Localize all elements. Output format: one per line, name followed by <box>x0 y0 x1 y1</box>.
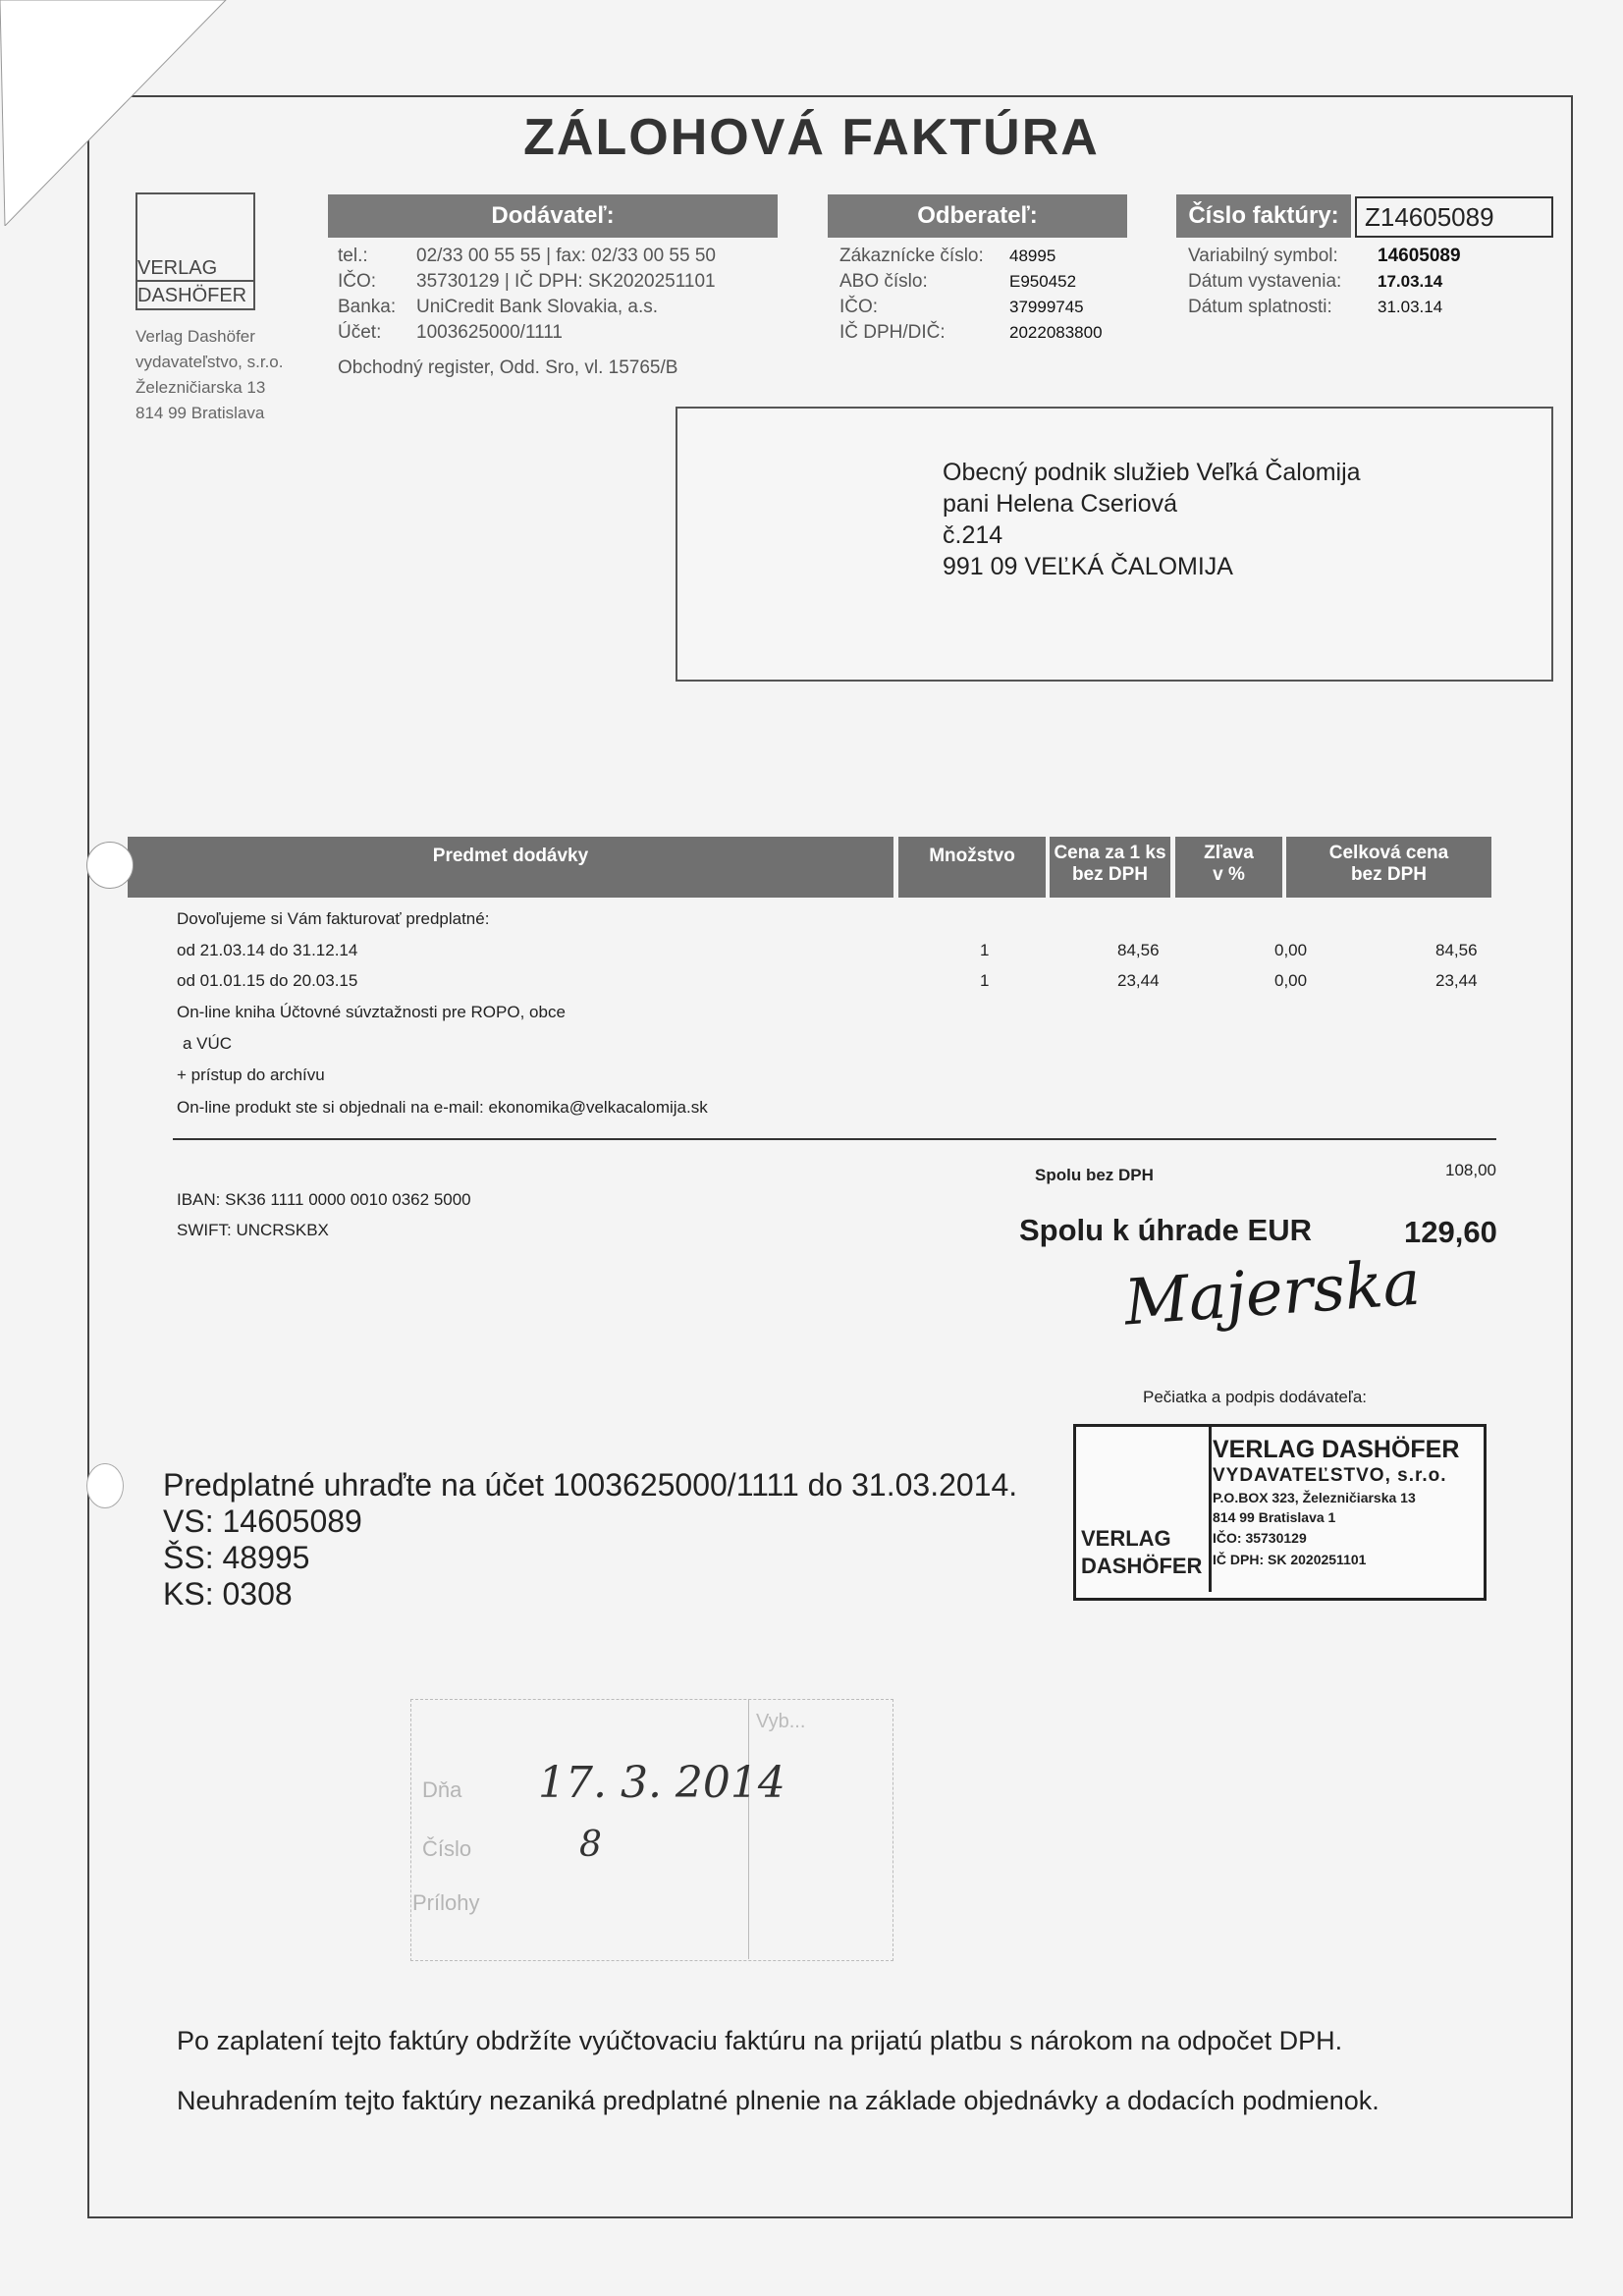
bank-value: UniCredit Bank Slovakia, a.s. <box>416 297 659 317</box>
registry-number: 8 <box>579 1825 602 1865</box>
total-label: Spolu k úhrade EUR <box>1019 1213 1312 1247</box>
customer-no-label: Zákaznícke číslo: <box>839 246 984 266</box>
stamp-line-5: IČO: 35730129 <box>1213 1530 1307 1546</box>
due-label: Dátum splatnosti: <box>1188 297 1332 317</box>
payment-instructions <box>163 1467 1017 1613</box>
supplier-register: Obchodný register, Odd. Sro, vl. 15765/B <box>338 357 678 378</box>
col-qty: Množstvo <box>898 837 1046 898</box>
abo-value: E950452 <box>1009 272 1077 291</box>
row-1-discount: 0,00 <box>1274 941 1308 959</box>
row-2-price: 23,44 <box>1117 971 1160 990</box>
account-label: Účet: <box>338 322 382 343</box>
iban: IBAN: SK36 1111 0000 0010 0362 5000 <box>177 1190 471 1209</box>
stamp-line-2: VYDAVATEĽSTVO, s.r.o. <box>1213 1465 1447 1486</box>
payment-vs: VS: 14605089 <box>163 1503 362 1539</box>
registry-number-label: Číslo <box>422 1836 472 1861</box>
row-1-total: 84,56 <box>1435 941 1478 959</box>
col-total <box>1286 837 1491 898</box>
invoice-number-header: Číslo faktúry: <box>1176 194 1351 238</box>
col-price-line1: Cena za 1 ks <box>1054 843 1166 863</box>
address-line-1: Obecný podnik služieb Veľká Čalomija <box>943 459 1361 486</box>
tel-value: 02/33 00 55 55 | fax: 02/33 00 55 50 <box>416 246 716 266</box>
col-total-line2: bez DPH <box>1350 864 1428 885</box>
stamp-line-3: P.O.BOX 323, Železničiarska 13 <box>1213 1490 1416 1505</box>
product-note-4: On-line produkt ste si objednali na e-mail: ekonomika@velkacalomija.sk <box>177 1098 708 1117</box>
col-discount <box>1175 837 1282 898</box>
due-value: 31.03.14 <box>1378 298 1443 316</box>
customer-ico-value: 37999745 <box>1009 298 1084 316</box>
punch-hole <box>86 842 134 889</box>
handwritten-signature: Majerska <box>1121 1246 1423 1340</box>
registry-date: 17. 3. 2014 <box>538 1758 785 1808</box>
invoice-number: Z14605089 <box>1355 196 1553 238</box>
publisher-city: 814 99 Bratislava <box>135 404 265 422</box>
row-1-qty: 1 <box>980 941 990 959</box>
invoice-values <box>1378 244 1461 320</box>
document-title: ZÁLOHOVÁ FAKTÚRA <box>523 109 1100 166</box>
col-discount-line1: Zľava <box>1204 843 1254 863</box>
stamp-text <box>1213 1435 1474 1587</box>
recipient-address <box>943 457 1361 582</box>
totals-divider <box>173 1138 1496 1140</box>
publisher-name: Verlag Dashöfer <box>135 327 255 346</box>
subtotal-label: Spolu bez DPH <box>1035 1166 1154 1184</box>
payment-line: Predplatné uhraďte na účet 1003625000/1111 do 31.03.2014. <box>163 1467 1018 1503</box>
issue-value: 17.03.14 <box>1378 272 1443 291</box>
swift: SWIFT: UNCRSKBX <box>177 1221 329 1239</box>
row-2-desc: od 01.01.15 do 20.03.15 <box>177 971 358 990</box>
ico-label: IČO: <box>338 271 377 292</box>
row-2-total: 23,44 <box>1435 971 1478 990</box>
stamp-logo-line2: DASHÖFER <box>1081 1554 1203 1578</box>
subtotal-value: 108,00 <box>1445 1161 1496 1179</box>
registry-stamp <box>410 1699 893 1961</box>
logo-text-verlag: VERLAG <box>137 257 218 279</box>
invoice-labels <box>1188 244 1341 320</box>
col-price-line2: bez DPH <box>1071 864 1149 885</box>
payment-ks: KS: 0308 <box>163 1576 293 1612</box>
stamp-line-1: VERLAG DASHÖFER <box>1213 1436 1460 1463</box>
punch-hole-lower <box>86 1463 124 1508</box>
footer-note-2: Neuhradením tejto faktúry nezaniká predplatné plnenie na základe objednávky a dodacích podmienok. <box>177 2086 1380 2115</box>
customer-dic-label: IČ DPH/DIČ: <box>839 322 946 343</box>
customer-values <box>1009 244 1103 346</box>
table-intro: Dovoľujeme si Vám fakturovať predplatné: <box>177 909 490 928</box>
customer-labels <box>839 244 984 346</box>
registry-stamp-title: Vyb... <box>756 1711 806 1732</box>
abo-label: ABO číslo: <box>839 271 928 292</box>
address-line-2: pani Helena Cseriová <box>943 490 1178 518</box>
customer-no-value: 48995 <box>1009 246 1056 265</box>
supplier-header: Dodávateľ: <box>328 194 778 238</box>
signature-label: Pečiatka a podpis dodávateľa: <box>1143 1388 1368 1406</box>
vs-label: Variabilný symbol: <box>1188 246 1338 266</box>
publisher-type: vydavateľstvo, s.r.o. <box>135 353 284 371</box>
vs-value: 14605089 <box>1378 246 1461 266</box>
customer-header: Odberateľ: <box>828 194 1127 238</box>
col-total-line1: Celková cena <box>1328 843 1449 863</box>
col-subject: Predmet dodávky <box>128 837 893 898</box>
issue-label: Dátum vystavenia: <box>1188 271 1342 292</box>
logo-text-dashofer: DASHÖFER <box>135 280 255 309</box>
total-value: 129,60 <box>1404 1215 1497 1249</box>
product-note-1: On-line kniha Účtovné súvztažnosti pre ROPO, obce <box>177 1003 566 1021</box>
product-note-3: + prístup do archívu <box>177 1066 325 1084</box>
stamp-logo-text <box>1081 1525 1202 1580</box>
supplier-values <box>416 244 716 346</box>
payment-ss: ŠS: 48995 <box>163 1540 310 1575</box>
product-note-2: a VÚC <box>183 1034 233 1053</box>
row-2-discount: 0,00 <box>1274 971 1308 990</box>
stamp-line-4: 814 99 Bratislava 1 <box>1213 1509 1336 1525</box>
stamp-line-6: IČ DPH: SK 2020251101 <box>1213 1552 1367 1567</box>
ico-value: 35730129 | IČ DPH: SK2020251101 <box>416 271 716 292</box>
registry-attachments-label: Prílohy <box>412 1890 480 1915</box>
address-line-4: 991 09 VEĽKÁ ČALOMIJA <box>943 553 1233 580</box>
row-1-price: 84,56 <box>1117 941 1160 959</box>
address-line-3: č.214 <box>943 521 1003 549</box>
tel-label: tel.: <box>338 246 368 266</box>
registry-date-label: Dňa <box>422 1777 462 1802</box>
col-price <box>1050 837 1170 898</box>
col-discount-line2: v % <box>1213 864 1245 885</box>
bank-label: Banka: <box>338 297 397 317</box>
customer-ico-label: IČO: <box>839 297 879 317</box>
customer-dic-value: 2022083800 <box>1009 323 1103 342</box>
row-1-desc: od 21.03.14 do 31.12.14 <box>177 941 358 959</box>
row-2-qty: 1 <box>980 971 990 990</box>
supplier-labels <box>338 244 396 346</box>
publisher-street: Železničiarska 13 <box>135 378 266 397</box>
publisher-address <box>135 324 283 426</box>
footer-note-1: Po zaplatení tejto faktúry obdržíte vyúčtovaciu faktúru na prijatú platbu s nárokom na odpočet DPH. <box>177 2026 1343 2055</box>
stamp-logo-line1: VERLAG <box>1081 1526 1171 1551</box>
registry-stamp-divider <box>748 1699 749 1959</box>
account-value: 1003625000/1111 <box>416 322 563 343</box>
